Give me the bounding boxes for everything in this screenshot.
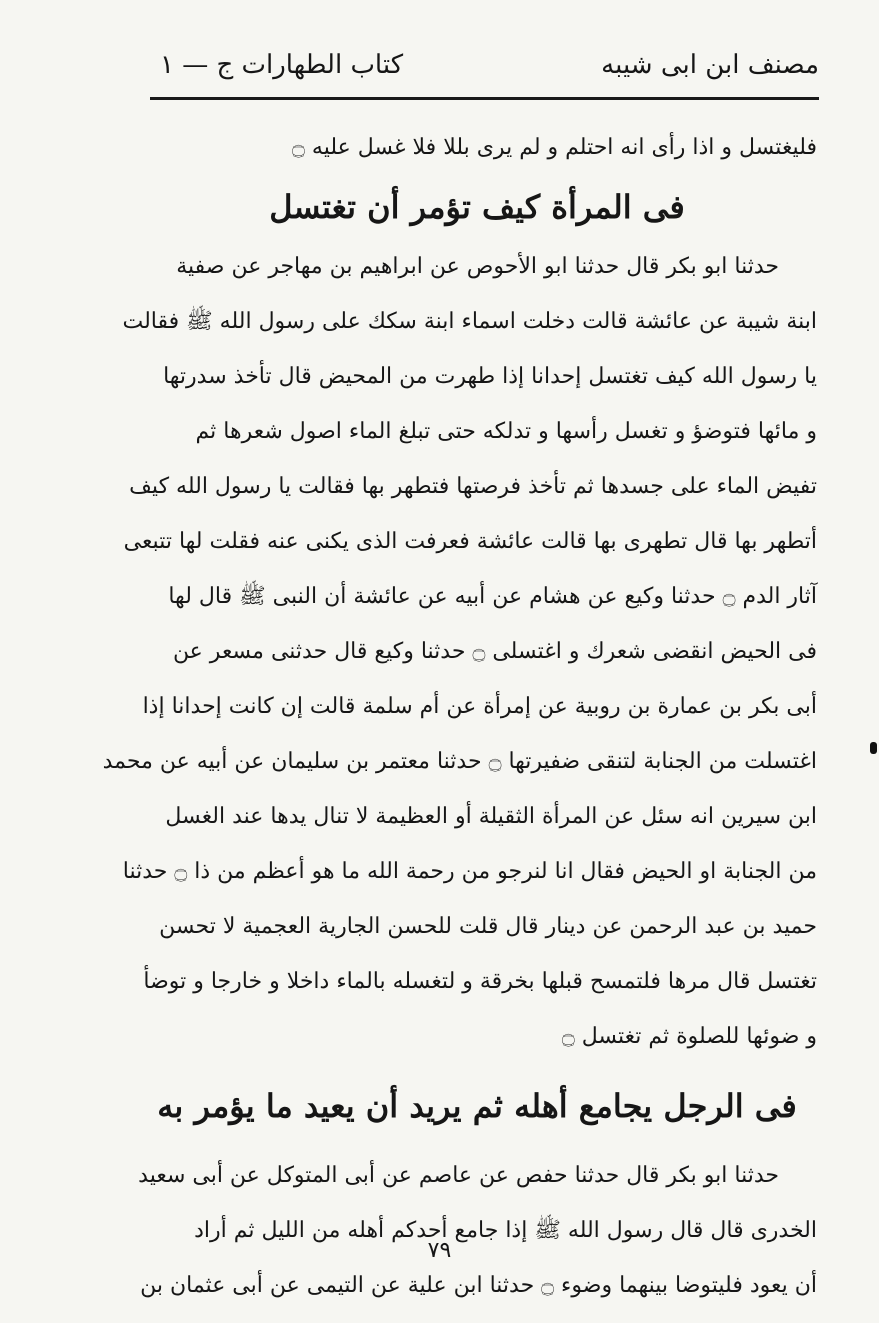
- text-line: يا رسول الله كيف تغتسل إحدانا إذا طهرت من المحيض قال تأخذ سدرتها: [163, 364, 817, 389]
- text-line: حدثنا ابو بكر قال حدثنا ابو الأحوص عن ابراهيم بن مهاجر عن صفية: [176, 254, 779, 279]
- header-rule: [150, 97, 819, 100]
- text-line: أتطهر بها قال تطهرى بها قالت عائشة فعرفت الذى يكنى عنه فقلت لها تتبعى: [123, 529, 817, 554]
- section-title: كتاب الطهارات ج — ١: [160, 50, 404, 80]
- text-line: فليغتسل و اذا رأى انه احتلم و لم يرى بللا فلا غسل عليه ۝: [292, 135, 817, 160]
- text-line: اغتسلت من الجنابة لتنقى ضفيرتها ۝ حدثنا معتمر بن سليمان عن أبيه عن محمد: [102, 749, 817, 774]
- text-line: حميد بن عبد الرحمن عن دينار قال قلت للحسن الجارية العجمية لا تحسن: [159, 914, 817, 939]
- text-line: من الجنابة او الحيض فقال انا لنرجو من رحمة الله ما هو أعظم من ذا ۝ حدثنا: [122, 859, 817, 884]
- running-header: [120, 50, 839, 94]
- text-line: أن يعود فليتوضا بينهما وضوء ۝ حدثنا ابن علية عن التيمى عن أبى عثمان بن: [140, 1273, 817, 1298]
- text-line: ابنة شيبة عن عائشة قالت دخلت اسماء ابنة سكك على رسول الله ﷺ فقالت: [122, 309, 817, 334]
- text-line: تغتسل قال مرها فلتمسح قبلها بخرقة و لتغسله بالماء داخلا و خارجا و توضأ: [143, 969, 817, 994]
- text-line: حدثنا ابو بكر قال حدثنا حفص عن عاصم عن أبى المتوكل عن أبى سعيد: [138, 1163, 779, 1188]
- text-line: و مائها فتوضؤ و تغسل رأسها و تدلكه حتى تبلغ الماء اصول شعرها ثم: [195, 419, 817, 444]
- page-number: ٧٩: [427, 1238, 452, 1263]
- page-body: [102, 120, 817, 1313]
- book-title: مصنف ابن ابى شيبه: [601, 50, 819, 80]
- margin-ink-mark: [870, 742, 877, 754]
- section-heading-woman-ghusl: فى المرأة كيف تؤمر أن تغتسل: [269, 188, 685, 226]
- section-heading-man-repeat: فى الرجل يجامع أهله ثم يريد أن يعيد ما يؤمر به: [157, 1087, 797, 1125]
- text-line: آثار الدم ۝ حدثنا وكيع عن هشام عن أبيه عن عائشة أن النبى ﷺ قال لها: [168, 584, 817, 609]
- text-line: ابن سيرين انه سئل عن المرأة الثقيلة أو العظيمة لا تنال يدها عند الغسل: [165, 804, 817, 829]
- text-line: تفيض الماء على جسدها ثم تأخذ فرصتها فتطهر بها فقالت يا رسول الله كيف: [129, 474, 817, 499]
- text-line: و ضوئها للصلوة ثم تغتسل ۝: [561, 1024, 817, 1049]
- text-line: فى الحيض انقضى شعرك و اغتسلى ۝ حدثنا وكيع قال حدثنى مسعر عن: [172, 639, 817, 664]
- text-line: الخدرى قال قال رسول الله ﷺ إذا جامع أحدكم أهله من الليل ثم أراد: [194, 1218, 817, 1243]
- text-line: أبى بكر بن عمارة بن روبية عن إمرأة عن أم سلمة قالت إن كانت إحدانا إذا: [142, 694, 817, 719]
